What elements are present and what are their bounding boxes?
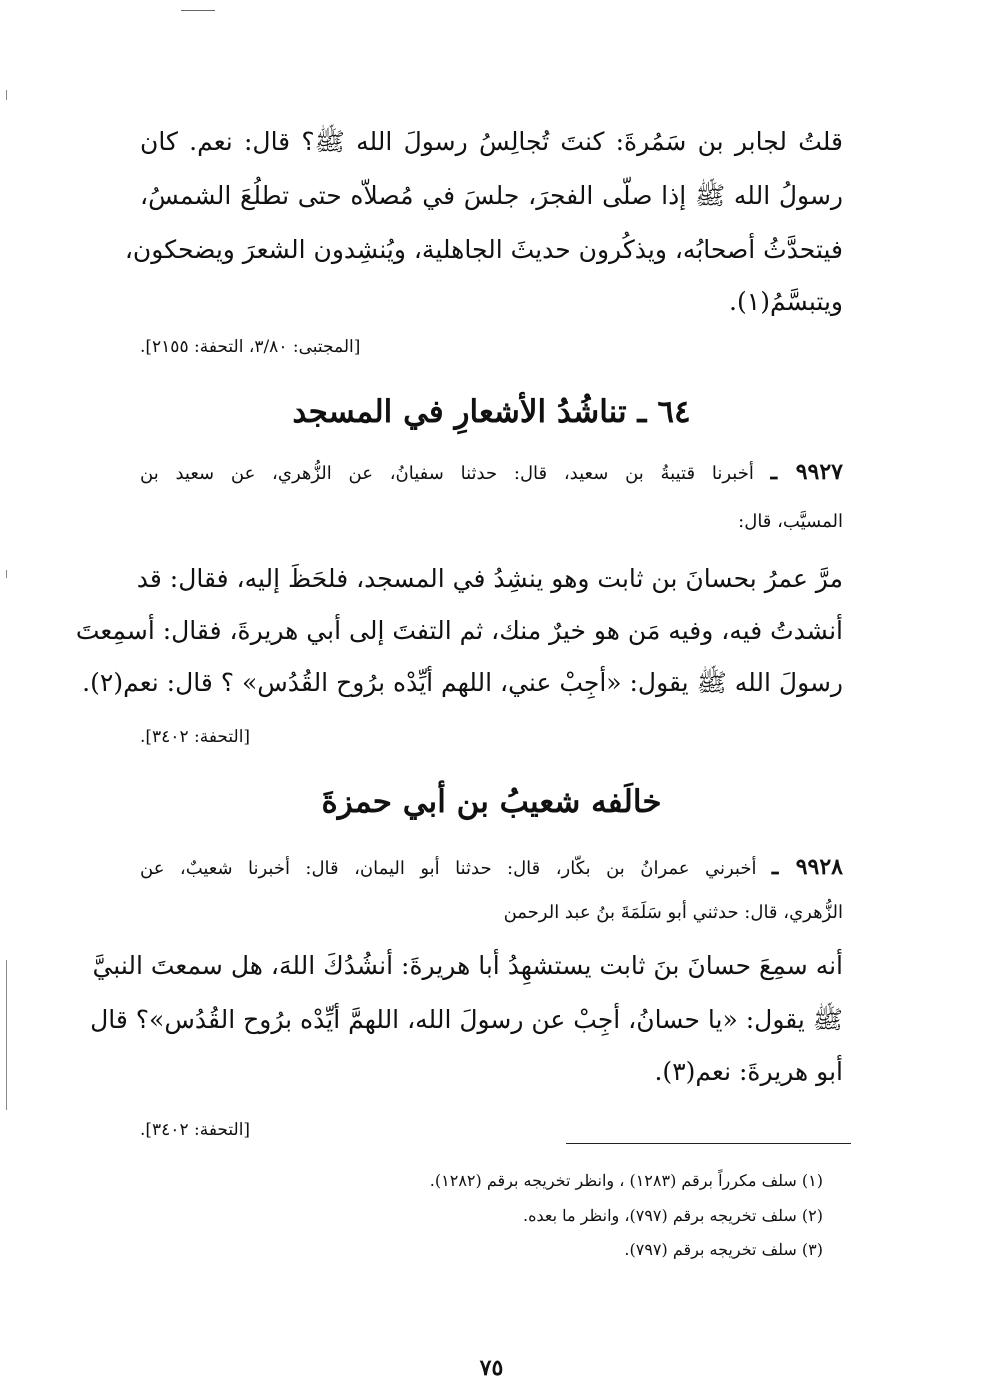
subheading: خالَفه شعيبُ بن أبي حمزةَ bbox=[321, 784, 662, 820]
isnad-line bbox=[140, 458, 843, 486]
isnad-line: الزُّهري، قال: حدثني أبو سَلَمَةَ بنُ عبد الرحمن bbox=[503, 902, 843, 923]
footnote: (٢) سلف تخريجه برقم (٧٩٧)، وانظر ما بعده. bbox=[523, 1206, 823, 1225]
footnote: (١) سلف مكرراً برقم (١٢٨٣) ، وانظر تخريجه برقم (١٢٨٢). bbox=[429, 1171, 823, 1190]
text-line: أنه سمِعَ حسانَ بنَ ثابت يستشهِدُ أبا هريرةَ: أنشُدُكَ اللهَ، هل سمعتَ النبيَّ bbox=[92, 951, 843, 980]
hadith-9928 bbox=[90, 853, 843, 1103]
footnote-separator bbox=[566, 1143, 851, 1144]
top-edge-rule bbox=[181, 10, 215, 11]
citation: [المجتبى: ٣/٨٠، التحفة: ٢١٥٥]. bbox=[140, 337, 361, 357]
hadith-continuation bbox=[124, 125, 843, 325]
scan-edge-mark bbox=[6, 570, 7, 578]
text-line: رسولُ الله ﷺ إذا صلّى الفجرَ، جلسَ في مُصلاّه حتى تطلُعَ الشمسُ، bbox=[140, 181, 843, 210]
hadith-9927 bbox=[75, 458, 843, 718]
citation: [التحفة: ٣٤٠٢]. bbox=[140, 727, 251, 747]
isnad-text: أخبرني عمرانُ بن بكّار، قال: حدثنا أبو اليمان، قال: أخبرنا شعيبٌ، عن bbox=[140, 858, 757, 879]
isnad-line bbox=[140, 853, 843, 881]
text-line: قلتُ لجابر بن سَمُرةَ: كنتَ تُجالِسُ رسولَ الله ﷺ؟ قال: نعم. كان bbox=[140, 127, 843, 156]
chapter-heading: ٦٤ ـ تناشُدُ الأشعارِ في المسجد bbox=[292, 394, 691, 430]
hadith-number: ٩٩٢٨ ـ bbox=[771, 854, 843, 880]
scan-edge-mark bbox=[6, 960, 7, 1110]
citation: [التحفة: ٣٤٠٢]. bbox=[140, 1120, 251, 1140]
page-number: ٧٥ bbox=[479, 1355, 504, 1381]
text-line: فيتحدَّثُ أصحابُه، ويذكُرون حديثَ الجاهلية، ويُنشِدون الشعرَ ويضحكون، bbox=[124, 235, 843, 264]
isnad-text: أخبرنا قتيبةُ بن سعيد، قال: حدثنا سفيانُ، عن الزُّهري، عن سعيد بن bbox=[140, 463, 754, 484]
text-line: أنشدتُ فيه، وفيه مَن هو خيرٌ منك، ثم التفتَ إلى أبي هريرةَ، فقال: أسمِعتَ bbox=[75, 616, 843, 645]
text-line: ﷺ يقول: «يا حسانُ، أجِبْ عن رسولَ الله، اللهمَّ أيِّدْه برُوح القُدُس»؟ قال bbox=[90, 1005, 843, 1034]
text-line: مرَّ عمرُ بحسانَ بن ثابت وهو ينشِدُ في المسجد، فلحَظَ إليه، فقال: قد bbox=[136, 564, 843, 593]
scan-edge-mark bbox=[6, 90, 7, 100]
text-line: ويتبسَّمُ(١). bbox=[729, 287, 843, 316]
isnad-line: المسيَّب، قال: bbox=[738, 511, 843, 532]
text-line: أبو هريرةَ: نعم(٣). bbox=[654, 1057, 843, 1086]
footnote: (٣) سلف تخريجه برقم (٧٩٧). bbox=[624, 1240, 823, 1259]
hadith-number: ٩٩٢٧ ـ bbox=[770, 459, 843, 485]
text-line: رسولَ الله ﷺ يقول: «أجِبْ عني، اللهم أيِّدْه برُوح القُدُس» ؟ قال: نعم(٢). bbox=[82, 668, 843, 697]
